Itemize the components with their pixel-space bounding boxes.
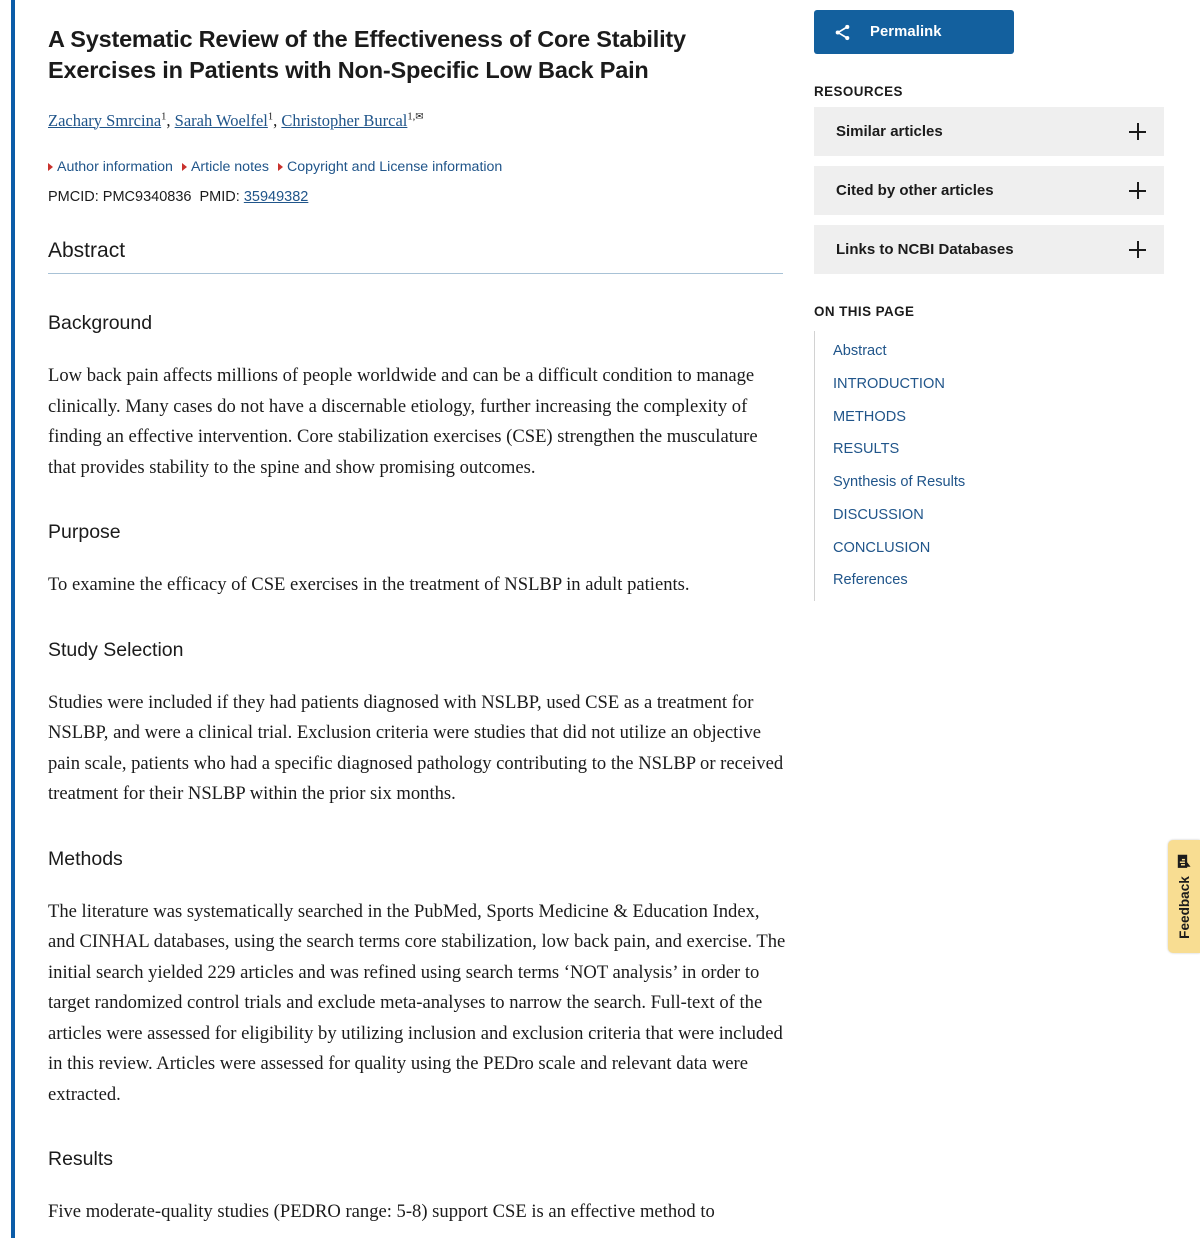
triangle-bullet-icon	[48, 163, 53, 171]
on-this-page-nav	[814, 331, 1200, 601]
subsection-heading-results: Results	[48, 1148, 114, 1171]
pmid-link[interactable]: 35949382	[243, 189, 309, 206]
feedback-label: Feedback	[1176, 876, 1192, 939]
author-link-3[interactable]: Christopher Burcal	[281, 110, 408, 130]
abstract-heading: Abstract	[48, 239, 783, 274]
subsection-heading-methods: Methods	[48, 847, 123, 870]
page-title: A Systematic Review of the Effectiveness of Core Stability Exercises in Patients with Non-Specific Low Back Pain	[48, 26, 686, 84]
accordion-similar-articles[interactable]	[814, 107, 1164, 156]
subsection-heading-background: Background	[48, 312, 153, 335]
resources-label: RESOURCES	[814, 84, 903, 99]
plus-icon[interactable]	[1129, 241, 1146, 258]
pmid-label: PMID:	[199, 189, 240, 206]
accordion-label: Links to NCBI Databases	[836, 241, 1014, 258]
subsection-body-background: Low back pain affects millions of people worldwide and can be a difficult condition to manage clinically. Many cases do not have a discernable etiology, further increasing the complexity of finding an effective intervention. Core stabilization exercises (CSE) strengthen the musculature that provides stability to the spine and show promising outcomes.	[48, 365, 758, 478]
toc-item-conclusion[interactable]: CONCLUSION	[833, 539, 931, 556]
plus-icon[interactable]	[1129, 182, 1146, 199]
left-accent-rail	[11, 0, 15, 1238]
triangle-bullet-icon	[182, 163, 187, 171]
comment-chart-icon	[1177, 854, 1192, 869]
sidebar-column	[800, 0, 1200, 601]
toc-item-references[interactable]: References	[833, 572, 908, 589]
author-information-link[interactable]: Author information	[57, 159, 173, 176]
accordion-links-to-ncbi-databases[interactable]	[814, 225, 1164, 274]
toc-item-methods[interactable]: METHODS	[833, 408, 906, 425]
article-identifiers	[48, 189, 800, 205]
author-list	[48, 109, 800, 133]
author-affil-1: 1	[161, 111, 167, 122]
accordion-label: Similar articles	[836, 123, 943, 140]
subsection-body-results: Five moderate-quality studies (PEDRO range: 5-8) support CSE is an effective method to	[48, 1201, 715, 1223]
author-link-2[interactable]: Sarah Woelfel	[174, 110, 268, 130]
subsection-body-purpose: To examine the efficacy of CSE exercises in the treatment of NSLBP in adult patients.	[48, 574, 690, 596]
toc-item-synthesis-of-results[interactable]: Synthesis of Results	[833, 474, 966, 491]
author-affil-2: 1	[267, 111, 274, 122]
envelope-icon: ✉	[415, 111, 424, 122]
author-sep-2: ,	[273, 110, 282, 130]
on-this-page-label: ON THIS PAGE	[814, 304, 915, 319]
permalink-button[interactable]	[814, 10, 1014, 54]
toc-item-introduction[interactable]: INTRODUCTION	[833, 375, 945, 392]
accordion-cited-by-other-articles[interactable]	[814, 166, 1164, 215]
permalink-label: Permalink	[870, 24, 942, 40]
article-notes-link[interactable]: Article notes	[190, 159, 270, 176]
accordion-label: Cited by other articles	[836, 182, 994, 199]
author-sep-1: ,	[166, 110, 175, 130]
triangle-bullet-icon	[278, 163, 283, 171]
plus-icon[interactable]	[1129, 123, 1146, 140]
subsection-body-study-selection: Studies were included if they had patients diagnosed with NSLBP, used CSE as a treatment for NSLBP, and were a clinical trial. Exclusion criteria were studies that did not utilize an objective pain scale, patients who had a specific diagnosed pathology contributing to the NSLBP or received treatment for their NSLBP within the prior six months.	[48, 691, 784, 805]
copyright-license-link[interactable]: Copyright and License information	[287, 159, 503, 176]
subsection-body-methods: The literature was systematically searched in the PubMed, Sports Medicine & Education Index, and CINHAL databases, using the search terms core stabilization, low back pain, and exercise. The initial search yielded 229 articles and was refined using search terms ‘NOT analysis’ in order to target randomized control trials and exclude meta-analyses to narrow the search. Full-text of the articles were assessed for eligibility by utilizing inclusion and exclusion criteria that were included in this review. Articles were assessed for quality using the PEDro scale and relevant data were extracted.	[48, 900, 786, 1105]
subsection-heading-study-selection: Study Selection	[48, 638, 184, 661]
toc-item-discussion[interactable]: DISCUSSION	[833, 506, 924, 523]
article-meta-links	[48, 158, 800, 178]
share-icon	[814, 23, 870, 42]
pmcid-value: PMC9340836	[102, 189, 192, 206]
author-affil-3: 1,✉	[407, 111, 424, 122]
toc-item-results[interactable]: RESULTS	[833, 441, 900, 458]
feedback-tab[interactable]	[1168, 840, 1200, 953]
pmcid-label: PMCID:	[48, 189, 99, 206]
subsection-heading-purpose: Purpose	[48, 521, 121, 544]
author-link-1[interactable]: Zachary Smrcina	[48, 110, 162, 130]
toc-item-abstract[interactable]: Abstract	[833, 343, 887, 359]
